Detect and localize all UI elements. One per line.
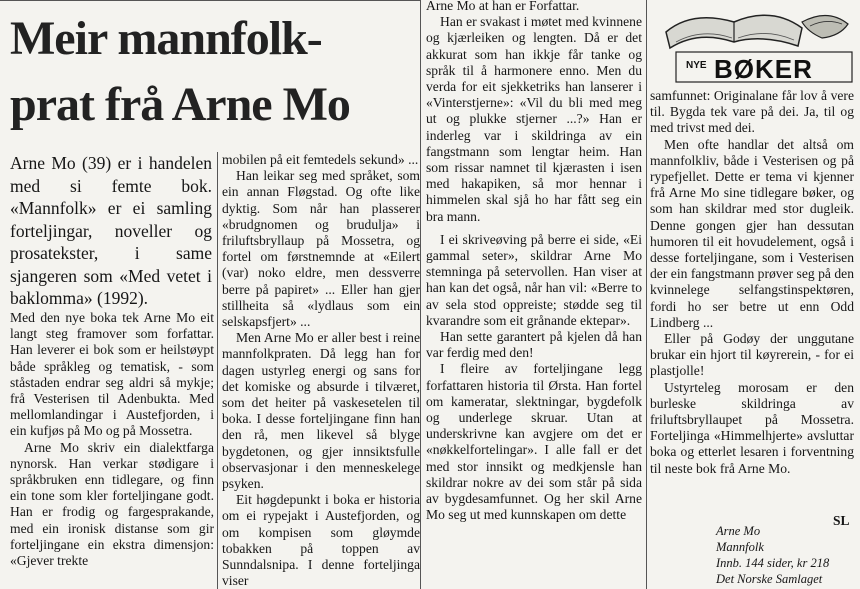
article-column-3 xyxy=(426,0,642,524)
headline xyxy=(10,6,418,138)
paragraph: Ustyrteleg morosam er den burleske skildringa av friluftsbryllaupet på Mossetra. Forteljinga «Himmelhjerte» avsluttar boka og etterlet lesaren i forventning til neste bok frå Arne Mo. xyxy=(650,379,854,476)
logo-title: BØKER xyxy=(714,54,813,84)
paragraph: Eller på Godøy der unggutane brukar ein hjort til køyrerein, - for ei plastjolle! xyxy=(650,331,854,379)
headline-line-2: prat frå Arne Mo xyxy=(10,78,350,131)
book-title: Mannfolk xyxy=(716,540,764,554)
paragraph: I fleire av forteljingane legg forfattaren historia til Ørsta. Han fortel om kameratar, slektningar, bygdefolk og underlege skruar. Utan at underskrivne kan avgjere om det er «nøkkelfortelingar». I alle fall er det med stor innsikt og medkjensle han skildrar nokre av dei som står på sida av bygdesamfunnet. Og her skil Arne Mo seg ut med kunnskapen om dette xyxy=(426,361,642,523)
paragraph: mobilen på eit femtedels sekund» ... xyxy=(222,152,419,167)
article-column-1 xyxy=(10,310,214,569)
author-signature: SL xyxy=(833,513,850,528)
paragraph: samfunnet: Originalane får lov å vere til. Bygda tek vare på dei. Ja, til og med trivst med dei. xyxy=(650,88,854,136)
book-info xyxy=(716,523,856,587)
book-details: Innb. 144 sider, kr 218 xyxy=(716,556,830,570)
book-author: Arne Mo xyxy=(716,524,761,538)
article-column-4 xyxy=(650,88,854,477)
column-divider xyxy=(646,0,647,589)
paragraph: Men Arne Mo er aller best i reine mannfolkpraten. Då legg han for dagen ustyrleg energi og sans for det komiske og absurde i tilværet, som det heiter på vaskesetelen til boka. I desse forteljingane finn han den rå, men likevel så blyge bygdetonen, og gjer innsiktsfulle observasjonar i den menneskelege psyken. xyxy=(222,330,420,492)
column-divider xyxy=(420,0,421,589)
paragraph: Eit høgdepunkt i boka er historia om ei rypejakt i Austefjorden, og om kompisen som gløymde tobakken på toppen av Sunndalsnipa. I denne forteljinga viser xyxy=(222,492,420,589)
paragraph: Arne Mo at han er Forfattar. xyxy=(426,0,580,13)
book-publisher: Det Norske Samlaget xyxy=(716,572,823,586)
column-divider xyxy=(217,152,218,589)
logo-small-text: NYE xyxy=(686,60,707,71)
paragraph: Han sette garantert på kjelen då han var ferdig med den! xyxy=(426,329,642,361)
paragraph: Han er svakast i møtet med kvinnene og kjærleiken og lengten. Då er det akkurat som han ikkje får tanke og språk til å harmonere enno. Men du verda for eit sjekketriks han lanserer i «Vinterstjerne»: «Vil du bli med meg ut og plukke stjerner ...?» Han er inderleg var i skildringa av ein fangstmann som lengtar heim. Han som rissar namnet til kjærasten i isen med hakapiken, så mor hennar i himmelen skal sjå ho har fått seg ein bra mann. xyxy=(426,14,642,224)
article-column-2 xyxy=(222,152,420,589)
paragraph: I ei skriveøving på berre ei side, «Ei gammal seter», skildrar Arne Mo stemninga på setervollen. Han viser at han kan det også, når han vil: «Berre to av sela stod oppreiste; stødde seg til kvarandre som eit grånande ektepar». xyxy=(426,231,642,328)
paragraph: Arne Mo skriv ein dialektfarga nynorsk. Han verkar stødigare i språkbruken enn tidlegare, og finn ein tone som kler forteljingane godt. Han er frodig og fargesprakande, med ein ironisk distanse som gir forteljingane ein ekstra dimensjon: «Gjever trekte xyxy=(10,439,214,569)
headline-line-1: Meir mannfolk- xyxy=(10,12,322,65)
top-rule xyxy=(0,0,420,1)
paragraph: Han leikar seg med språket, som ein annan Fløgstad. Og ofte like dyktig. Som når han plasserer «brudgnomen og brudulja» i friluftsbryllaup på Mossetra, og fortel om førstnemnde at «Eilert (var) noko eldre, men dessverre berre på papiret» ... Eller han gjer stillheita så «lydlaus som ein selskapsfjert» ... xyxy=(222,168,420,330)
paragraph: Med den nye boka tek Arne Mo eit langt steg framover som forfattar. Han leverer ei bok som er heilstøypt både språkleg og tematisk, - som ståstaden endrar seg aldri så mykje; frå Vesterisen til Adenbukta. Med mellomlandingar i Austefjorden, i ein kufjøs på Mo og på Mossetra. xyxy=(10,310,214,439)
paragraph: Men ofte handlar det altså om mannfolkliv, både i Vesterisen og på rypefjellet. Dette er tema vi kjenner frå Arne Mo sine tidlegare bøker, og som han skildrar med stor dugleik. Denne gongen gjer han dessutan humoren til eit hovudelement, også i desse forteljingane, som i Vesterisen der ein fangstmann prøver seg på den kvinnelege selfangstinspektøren, fordi ho ser betre ut enn Odd Lindberg ... xyxy=(650,136,854,330)
lead-paragraph: Arne Mo (39) er i handelen med si femte bok. «Mannfolk» er ei samling forteljingar, noveller og prosatekster, i same sjangeren som «Med vetet i baklomma» (1992). xyxy=(10,153,212,308)
